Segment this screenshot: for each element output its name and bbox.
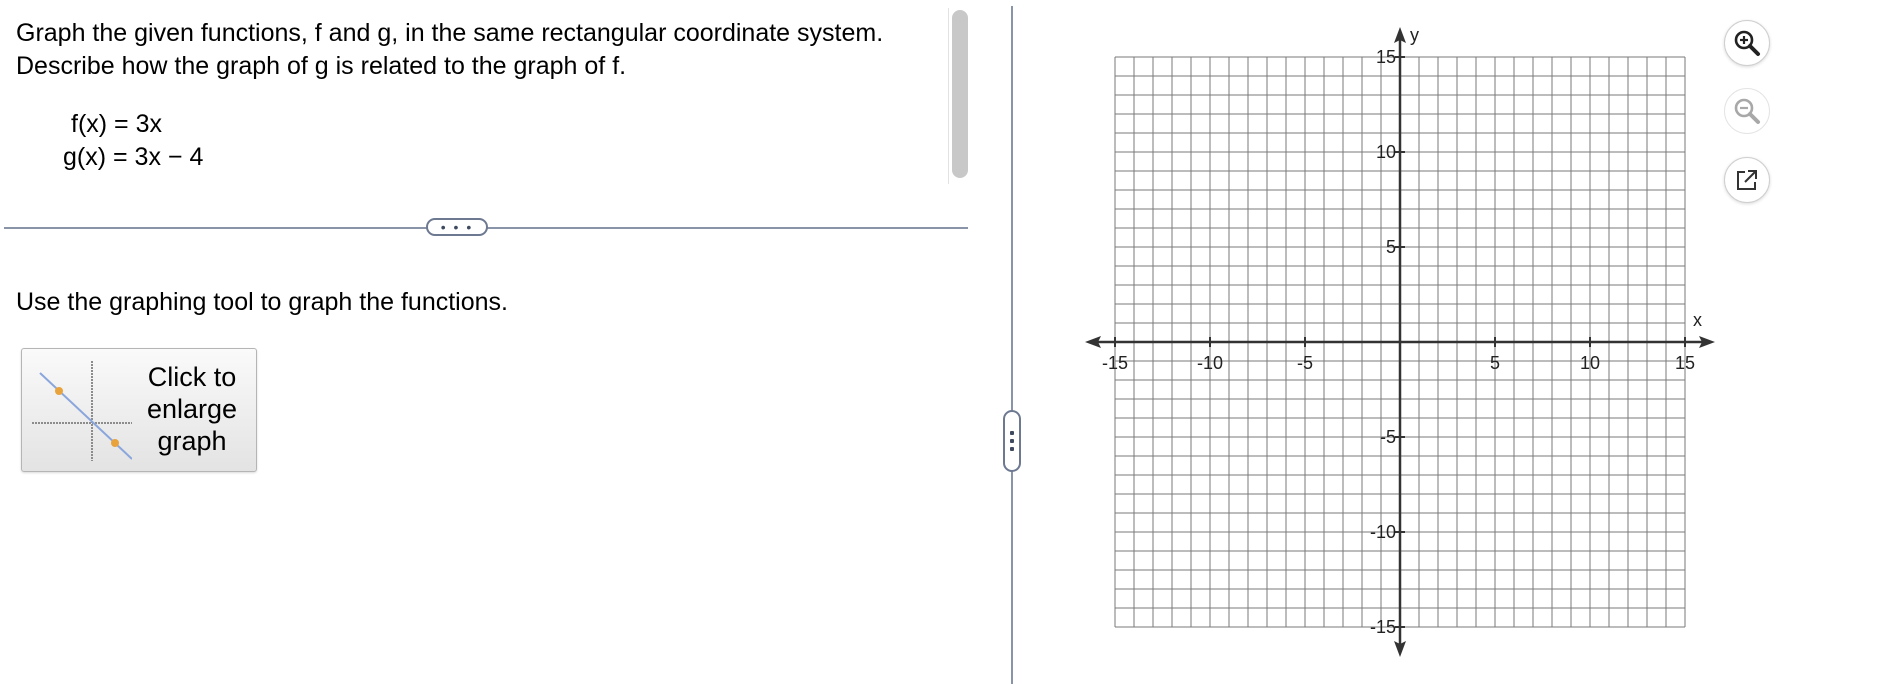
question-scrollbar[interactable] xyxy=(948,8,968,184)
scrollbar-thumb[interactable] xyxy=(952,10,968,178)
scrollbar-track xyxy=(948,8,949,184)
x-tick-label: -15 xyxy=(1101,353,1129,373)
y-tick-label: 5 xyxy=(1385,237,1396,257)
x-tick-label: 5 xyxy=(1489,353,1501,373)
function-definitions xyxy=(63,108,203,174)
instruction-text: Use the graphing tool to graph the functions. xyxy=(16,288,508,316)
y-tick-label: 10 xyxy=(1375,142,1396,162)
x-tick-label: 10 xyxy=(1579,353,1601,373)
popout-button[interactable] xyxy=(1724,157,1770,203)
graph-thumbnail-icon xyxy=(32,361,132,461)
vertical-splitter[interactable] xyxy=(1011,6,1013,684)
y-tick-label: -15 xyxy=(1369,617,1396,637)
y-tick-label: -5 xyxy=(1379,427,1396,447)
y-tick-label: 15 xyxy=(1375,47,1396,67)
x-tick-label: 15 xyxy=(1674,353,1696,373)
horizontal-splitter-handle[interactable]: • • • xyxy=(426,218,488,236)
question-line-2: Describe how the graph of g is related to the graph of f. xyxy=(16,52,627,80)
zoom-in-icon xyxy=(1732,28,1762,58)
vertical-splitter-handle[interactable] xyxy=(1003,410,1021,472)
coordinate-graph[interactable] xyxy=(1070,14,1730,674)
enlarge-graph-label: Click to enlarge graph xyxy=(146,362,238,456)
x-tick-label: -5 xyxy=(1296,353,1314,373)
y-tick-label: -10 xyxy=(1369,522,1396,542)
enlarge-graph-button[interactable] xyxy=(21,348,257,472)
question-prompt xyxy=(16,17,883,83)
function-g: g(x) = 3x − 4 xyxy=(63,143,204,171)
zoom-out-icon xyxy=(1732,96,1762,126)
zoom-out-button[interactable] xyxy=(1724,88,1770,134)
graph-axes xyxy=(1085,27,1715,657)
x-tick-label: -10 xyxy=(1196,353,1224,373)
x-axis-label: x xyxy=(1693,310,1702,330)
y-axis-label: y xyxy=(1410,25,1419,45)
function-f: f(x) = 3x xyxy=(71,110,162,138)
popout-icon xyxy=(1734,167,1760,193)
question-line-1: Graph the given functions, f and g, in the same rectangular coordinate system. xyxy=(16,19,884,47)
zoom-in-button[interactable] xyxy=(1724,20,1770,66)
